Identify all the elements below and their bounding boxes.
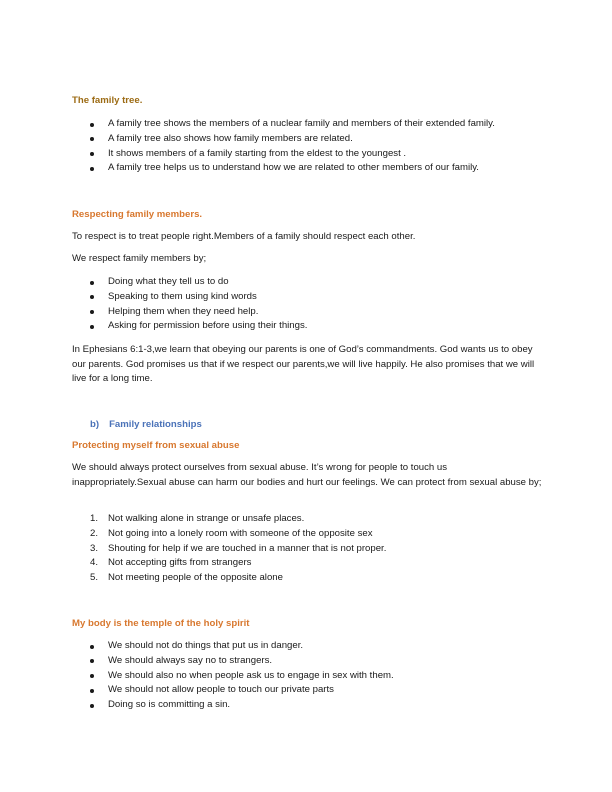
bullet-icon	[90, 689, 94, 693]
list-item: We should also no when people ask us to engage in sex with them.	[72, 669, 394, 684]
list-item: 2. Not going into a lonely room with someone of the opposite sex	[90, 527, 373, 539]
family-tree-list	[72, 117, 495, 176]
protecting-list	[72, 512, 386, 586]
list-item: A family tree helps us to understand how we are related to other members of our family.	[72, 161, 495, 176]
heading-temple: My body is the temple of the holy spirit	[72, 618, 250, 629]
list-item: We should always say no to strangers.	[72, 654, 394, 669]
section-marker: b)	[90, 419, 100, 430]
list-item: Helping them when they need help.	[72, 305, 307, 320]
bullet-icon	[90, 137, 94, 141]
section-title: Family relationships	[109, 419, 202, 430]
bullet-icon	[90, 295, 94, 299]
heading-family-relationships	[90, 418, 202, 432]
list-item: 4. Not accepting gifts from strangers	[90, 557, 252, 569]
bullet-icon	[90, 281, 94, 285]
respecting-list	[72, 275, 307, 334]
list-item: Speaking to them using kind words	[72, 290, 307, 305]
heading-protecting: Protecting myself from sexual abuse	[72, 440, 240, 451]
list-item: A family tree also shows how family members are related.	[72, 132, 495, 147]
list-item: 3. Shouting for help if we are touched in a manner that is not proper.	[90, 542, 387, 554]
list-item: A family tree shows the members of a nuclear family and members of their extended family.	[72, 117, 495, 132]
temple-list	[72, 639, 394, 713]
list-item: It shows members of a family starting from the eldest to the youngest .	[72, 147, 495, 162]
list-item: 5. Not meeting people of the opposite alone	[90, 572, 283, 584]
list-item: Doing what they tell us to do	[72, 275, 307, 290]
respecting-lead: We respect family members by;	[72, 253, 207, 264]
bullet-icon	[90, 310, 94, 314]
list-item: We should not do things that put us in danger.	[72, 639, 394, 654]
protecting-intro: We should always protect ourselves from sexual abuse. It’s wrong for people to touch us inappropriately.Sexual abuse can harm our bodies and hurt our feelings. We can protect from sexual abuse by;	[72, 462, 542, 488]
list-item: Asking for permission before using their things.	[72, 319, 307, 334]
bullet-icon	[90, 645, 94, 649]
bullet-icon	[90, 123, 94, 127]
heading-respecting: Respecting family members.	[72, 209, 203, 220]
heading-family-tree: The family tree.	[72, 95, 143, 106]
respecting-intro: To respect is to treat people right.Members of a family should respect each other.	[72, 231, 416, 242]
bullet-icon	[90, 167, 94, 171]
bullet-icon	[90, 704, 94, 708]
bullet-icon	[90, 674, 94, 678]
bullet-icon	[90, 325, 94, 329]
bullet-icon	[90, 152, 94, 156]
bullet-icon	[90, 659, 94, 663]
ephesians-paragraph: In Ephesians 6:1-3,we learn that obeying our parents is one of God’s commandments. God wants us to obey our parents. God promises us that if we respect our parents,we will live happily. He also promises that we will live for a long time.	[72, 344, 535, 385]
list-item: We should not allow people to touch our private parts	[72, 683, 394, 698]
list-item: Doing so is committing a sin.	[72, 698, 394, 713]
list-item: 1. Not walking alone in strange or unsafe places.	[90, 513, 305, 524]
